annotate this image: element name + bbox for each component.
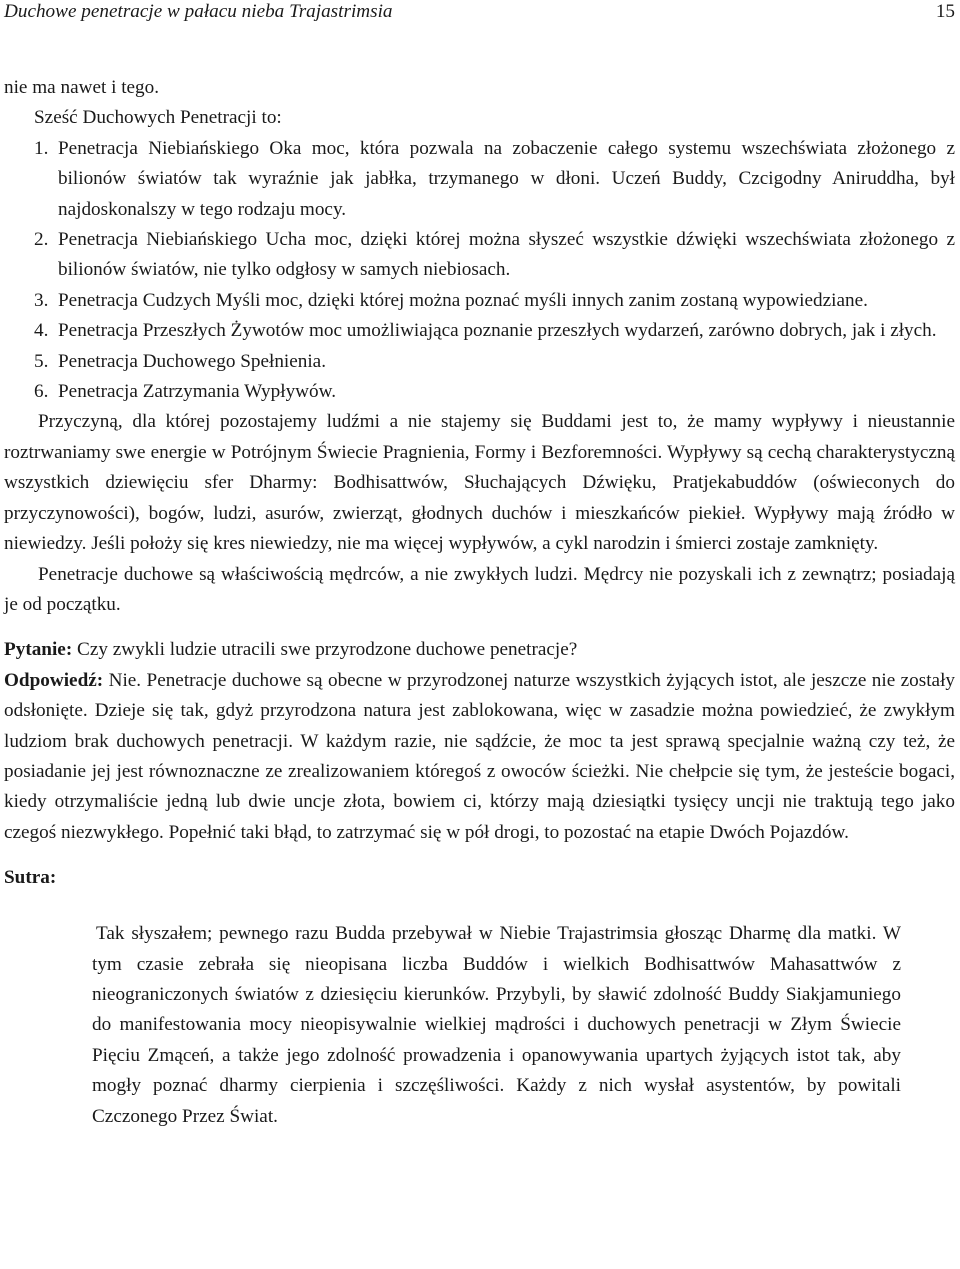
list-item-text: Penetracja Duchowego Spełnienia. [58,350,326,372]
list-item-text: Penetracja Niebiańskiego Ucha moc, dzięki której można słyszeć wszystkie dźwięki wszechświata złożonego z bilionów światów, nie tylko odgłosy w samych niebiosach. [58,229,955,281]
list-item-number: 1. [34,137,49,159]
list-item-text: Penetracja Przeszłych Żywotów moc umożliwiająca poznanie przeszłych wydarzeń, zarówno dobrych, jak i złych. [58,320,937,342]
list-item-text: Penetracja Niebiańskiego Oka moc, która pozwala na zobaczenie całego systemu wszechświata złożonego z bilionów światów tak wyraźnie jak jabłka, trzymanego w dłoni. Uczeń Buddy, Czcigodny Aniruddha, był najdoskonalszy w tego rodzaju mocy. [58,137,955,220]
sutra-heading: Sutra: [4,867,57,889]
page-number: 15 [935,1,955,22]
question-text: Czy zwykli ludzie utracili swe przyrodzone duchowe penetracje? [72,639,578,661]
answer-label: Odpowiedź: [4,669,104,691]
page-header [4,0,955,26]
running-title: Duchowe penetracje w pałacu nieba Trajastrimsia [4,1,393,22]
list-item [4,347,955,377]
sutra-text: Tak słyszałem; pewnego razu Budda przebywał w Niebie Trajastrimsia głosząc Dharmę dla matki. W tym czasie zebrała się nieopisana liczba Buddów i wielkich Bodhisattwów Mahasattwów z nieograniczonych światów z dziesięciu kierunków. Przybyli, by sławić zdolność Buddy Siakjamuniego do manifestowania mocy nieopisywalnie wielkiej mądrości i duchowych penetracji w Złym Świecie Pięciu Zmąceń, a także jego zdolność prowadzenia i opanowywania upartych żyjących istot tak, aby mogły poznać dharmy cierpienia i szczęśliwości. Każdy z nich wysłał asystentów, by powitali Czczonego Przez Świat. [92,923,901,1127]
list-item [4,225,955,286]
list-intro-line: Sześć Duchowych Penetracji to: [34,107,282,129]
question-label: Pytanie: [4,639,73,661]
question [4,635,955,665]
list-item-number: 4. [34,320,49,342]
question-answer [4,635,955,848]
answer-text: Nie. Penetracje duchowe są obecne w przyrodzonej naturze wszystkich żyjących istot, ale jeszcze nie zostały odsłonięte. Dzieje się tak, gdyż przyrodzona natura jest zablokowana, więc w zasadzie można powiedzieć, że zwykłym ludziom brak duchowych penetracji. W każdym razie, nie sądźcie, że moc ta jest sprawą specjalnie ważną czy też, że posiadanie jej jest równoznaczne ze zrealizowaniem któregoś z owoców ścieżki. Nie chełpcie się tym, że jesteście bogaci, kiedy otrzymaliście jedną lub dwie uncje złota, bowiem ci, którzy mają dziesiątki tysięcy uncji nie traktują tego jako czegoś niezwykłego. Popełnić taki błąd, to zatrzymać się w pół drogi, to pozostać na etapie Dwóch Pojazdów. [4,669,955,843]
intro-text [4,73,955,134]
list-item-text: Penetracja Cudzych Myśli moc, dzięki której można poznać myśli innych zanim zostaną wypowiedziane. [58,289,868,311]
list-item [4,316,955,346]
intro-line: nie ma nawet i tego. [4,77,160,98]
answer [4,666,955,848]
list-item-number: 5. [34,350,49,372]
list-item-number: 3. [34,289,49,311]
penetrations-list [4,134,955,408]
list-item-text: Penetracja Zatrzymania Wypływów. [58,381,337,403]
list-item-number: 6. [34,381,49,403]
list-item [4,377,955,407]
list-item [4,286,955,316]
document-page [4,0,955,1151]
body-paragraph: Penetracje duchowe są właściwością mędrców, a nie zwykłych ludzi. Mędrcy nie pozyskali ich z zewnątrz; posiadają je od początku. [4,563,955,615]
list-item-number: 2. [34,229,49,251]
list-item [4,134,955,225]
body-paragraph: Przyczyną, dla której pozostajemy ludźmi a nie stajemy się Buddami jest to, że mamy wypływy i nieustannie roztrwaniamy swe energie w Potrójnym Świecie Pragnienia, Formy i Bezforemności. Wypływy są cechą charakterystyczną wszystkich dziewięciu sfer Dharmy: Bodhisattwów, Słuchających Dźwięku, Pratjekabuddów (oświeconych do przyczynowości), bogów, ludzi, asurów, zwierząt, głodnych duchów i mieszkańców piekieł. Wypływy mają źródło w niewiedzy. Jeśli położy się kres niewiedzy, nie ma więcej wypływów, a cykl narodzin i śmierci zostaje zamknięty. [4,411,955,555]
